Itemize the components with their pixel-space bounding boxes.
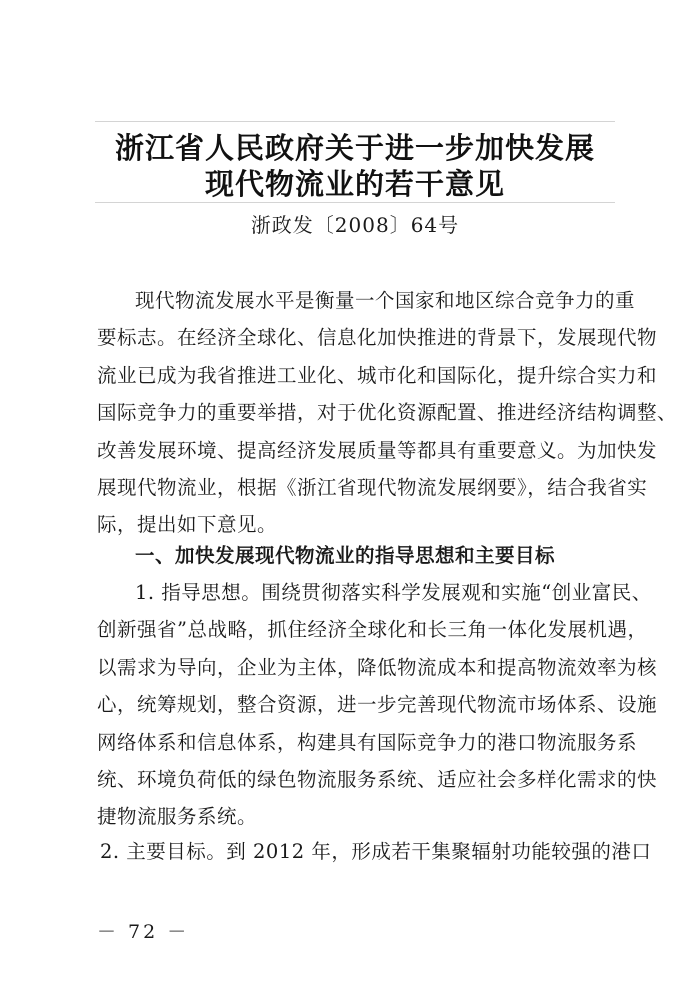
intro-line: 流业已成为我省推进工业化、城市化和国际化，提升综合实力和 <box>97 363 658 387</box>
main-targets-paragraph <box>100 833 652 870</box>
guiding-line: 网络体系和信息体系，构建具有国际竞争力的港口物流服务系 <box>97 730 638 754</box>
guiding-line: 创新强省”总战略，抓住经济全球化和长三角一体化发展机遇， <box>97 618 648 642</box>
guiding-line: 以需求为导向，企业为主体，降低物流成本和提高物流效率为核 <box>97 655 658 679</box>
guiding-line: 1. 指导思想。围绕贯彻落实科学发展观和实施“创业富民、 <box>135 581 652 604</box>
section-heading: 一、加快发展现代物流业的指导思想和主要目标 <box>135 544 556 567</box>
guiding-line: 捷物流服务系统。 <box>97 805 258 829</box>
intro-line: 国际竞争力的重要举措，对于优化资源配置、推进经济结构调整、 <box>97 401 678 425</box>
intro-line: 展现代物流业，根据《浙江省现代物流发展纲要》，结合我省实 <box>97 476 648 500</box>
guiding-ideology-paragraph <box>97 574 658 836</box>
title-bottom-rule <box>95 202 615 203</box>
targets-line: 2. 主要目标。到 2012 年，形成若干集聚辐射功能较强的港口 <box>100 840 652 863</box>
intro-paragraph <box>97 282 678 544</box>
document-title-line-1: 浙江省人民政府关于进一步加快发展 <box>114 131 595 165</box>
guiding-line: 心，统筹规划，整合资源，进一步完善现代物流市场体系、设施 <box>97 693 658 717</box>
intro-line: 要标志。在经济全球化、信息化加快推进的背景下，发展现代物 <box>97 326 658 350</box>
intro-line: 改善发展环境、提高经济发展质量等都具有重要意义。为加快发 <box>97 438 658 462</box>
intro-line: 际，提出如下意见。 <box>97 513 278 537</box>
page-number: － 72 － <box>97 921 190 943</box>
document-title-line-2: 现代物流业的若干意见 <box>204 167 505 201</box>
document-number: 浙政发〔2008〕64号 <box>250 213 460 237</box>
title-top-rule <box>95 121 615 122</box>
guiding-line: 统、环境负荷低的绿色物流服务系统、适应社会多样化需求的快 <box>97 768 658 792</box>
intro-line: 现代物流发展水平是衡量一个国家和地区综合竞争力的重 <box>135 289 636 312</box>
